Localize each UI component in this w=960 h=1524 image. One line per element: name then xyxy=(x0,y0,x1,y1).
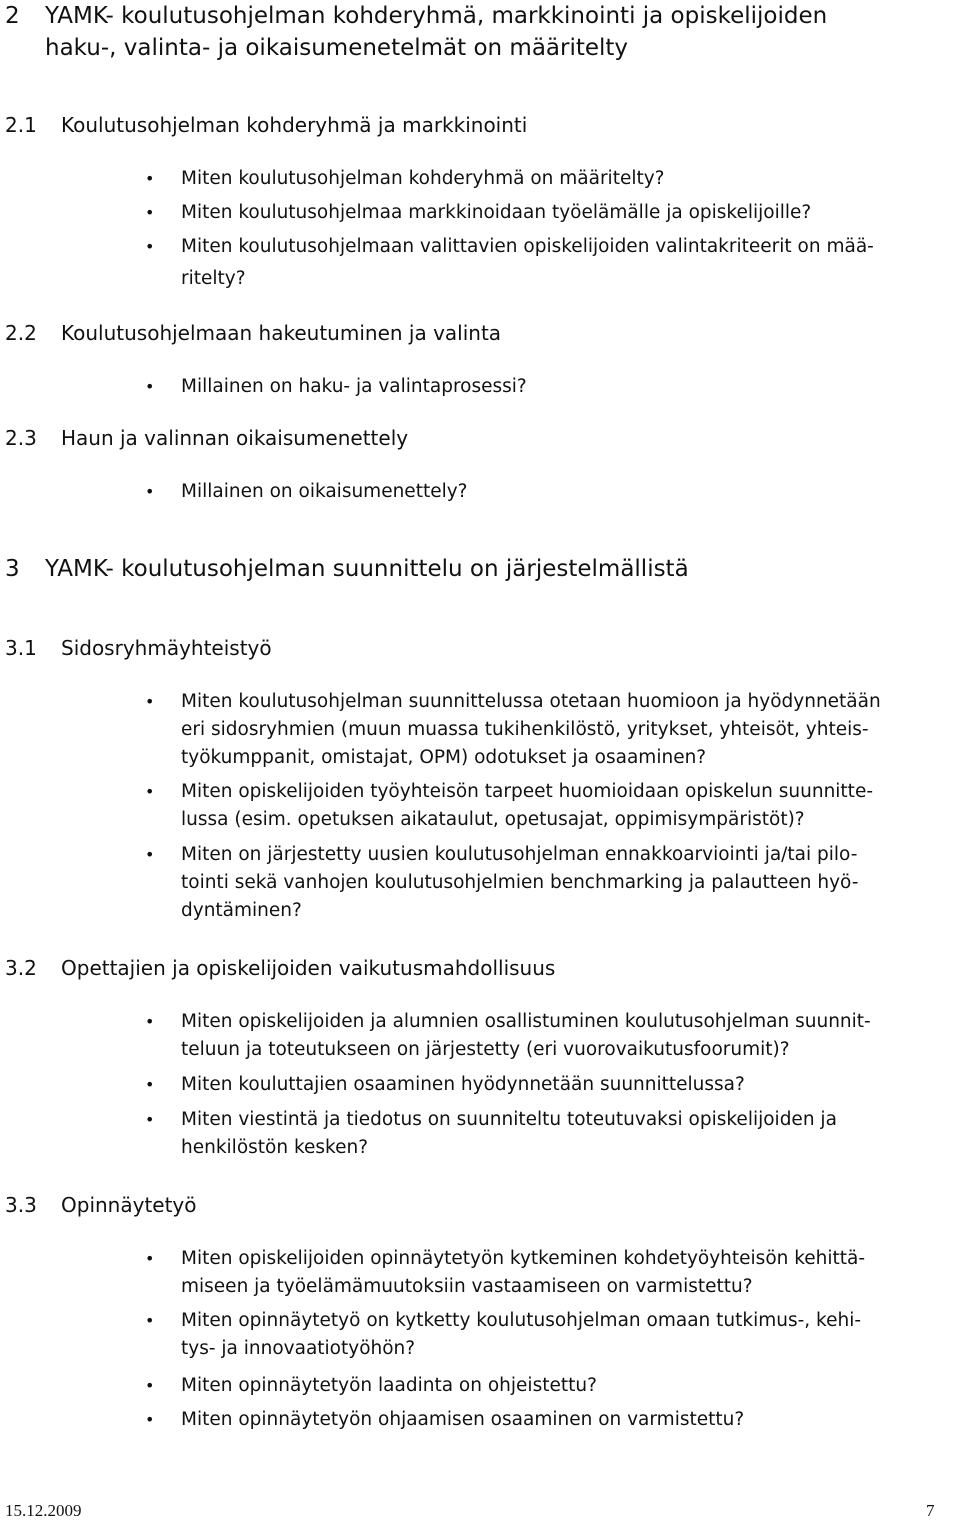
bullet-icon: • xyxy=(145,692,155,711)
heading-3-number: 3 xyxy=(5,556,20,582)
list-item-text: työkumppanit, omistajat, OPM) odotukset ja osaaminen? xyxy=(181,747,707,768)
heading-2-number: 2 xyxy=(5,3,20,29)
heading-3-2-number: 3.2 xyxy=(5,956,37,980)
bullet-icon: • xyxy=(145,1376,155,1395)
list-item-text: henkilöstön kesken? xyxy=(181,1137,369,1158)
heading-2-2-title: Koulutusohjelmaan hakeutuminen ja valinta xyxy=(61,321,502,345)
heading-2-title-line1: YAMK- koulutusohjelman kohderyhmä, markkinointi ja opiskelijoiden xyxy=(45,3,828,29)
bullet-icon: • xyxy=(145,169,155,188)
heading-2-2-number: 2.2 xyxy=(5,321,37,345)
bullet-icon: • xyxy=(145,1110,155,1129)
footer-date: 15.12.2009 xyxy=(5,1501,82,1520)
list-item-text: Miten viestintä ja tiedotus on suunniteltu toteutuvaksi opiskelijoiden ja xyxy=(181,1109,837,1130)
bullet-icon: • xyxy=(145,1410,155,1429)
list-item-text: Miten opinnäytetyön ohjaamisen osaaminen on varmistettu? xyxy=(181,1409,745,1430)
bullet-icon: • xyxy=(145,482,155,501)
bullet-icon: • xyxy=(145,237,155,256)
list-item-text: Miten opinnäytetyö on kytketty koulutusohjelman omaan tutkimus-, kehi- xyxy=(181,1310,862,1331)
heading-3-title: YAMK- koulutusohjelman suunnittelu on järjestelmällistä xyxy=(45,556,689,582)
list-item-text: Miten koulutusohjelmaan valittavien opiskelijoiden valintakriteerit on mää- xyxy=(181,236,874,257)
list-item-text: lussa (esim. opetuksen aikataulut, opetusajat, oppimisympäristöt)? xyxy=(181,809,805,830)
heading-2-1-title: Koulutusohjelman kohderyhmä ja markkinointi xyxy=(61,113,528,137)
bullet-icon: • xyxy=(145,1249,155,1268)
list-item-text: tointi sekä vanhojen koulutusohjelmien benchmarking ja palautteen hyö- xyxy=(181,872,859,893)
bullet-icon: • xyxy=(145,1012,155,1031)
list-item-text: Millainen on haku- ja valintaprosessi? xyxy=(181,376,527,397)
list-item-text: Miten koulutusohjelman kohderyhmä on määritelty? xyxy=(181,168,665,189)
bullet-icon: • xyxy=(145,782,155,801)
list-item-text: tys- ja innovaatiotyöhön? xyxy=(181,1338,416,1359)
heading-2-1-number: 2.1 xyxy=(5,113,37,137)
heading-3 xyxy=(5,553,955,585)
list-item-text: Miten koulutusohjelman suunnittelussa otetaan huomioon ja hyödynnetään xyxy=(181,691,881,712)
list-item-text: miseen ja työelämämuutoksiin vastaamiseen on varmistettu? xyxy=(181,1276,753,1297)
heading-2-3-title: Haun ja valinnan oikaisumenettely xyxy=(61,426,409,450)
list-item-text: Miten opiskelijoiden työyhteisön tarpeet huomioidaan opiskelun suunnitte- xyxy=(181,781,873,802)
list-item-text: Miten opiskelijoiden opinnäytetyön kytkeminen kohdetyöyhteisön kehittä- xyxy=(181,1248,866,1269)
list-item-text: Miten koulutusohjelmaa markkinoidaan työelämälle ja opiskelijoille? xyxy=(181,202,812,223)
list-item-text: Miten opiskelijoiden ja alumnien osallistuminen koulutusohjelman suunnit- xyxy=(181,1011,871,1032)
heading-3-3-number: 3.3 xyxy=(5,1193,37,1217)
list-item-text: teluun ja toteutukseen on järjestetty (eri vuorovaikutusfoorumit)? xyxy=(181,1039,790,1060)
heading-3-1-number: 3.1 xyxy=(5,636,37,660)
heading-2-3-number: 2.3 xyxy=(5,426,37,450)
heading-3-1-title: Sidosryhmäyhteistyö xyxy=(61,636,272,660)
page-number: 7 xyxy=(926,1501,935,1520)
list-item-text: Millainen on oikaisumenettely? xyxy=(181,481,468,502)
list-item-text: ritelty? xyxy=(181,268,246,289)
list-item-text: Miten on järjestetty uusien koulutusohjelman ennakkoarviointi ja/tai pilo- xyxy=(181,844,858,865)
heading-2-title-line2: haku-, valinta- ja oikaisumenetelmät on määritelty xyxy=(45,35,629,61)
bullet-icon: • xyxy=(145,203,155,222)
heading-3-2-title: Opettajien ja opiskelijoiden vaikutusmahdollisuus xyxy=(61,956,556,980)
list-item-text: dyntäminen? xyxy=(181,900,302,921)
list-item-text: eri sidosryhmien (muun muassa tukihenkilöstö, yritykset, yhteisöt, yhteis- xyxy=(181,719,869,740)
bullet-icon: • xyxy=(145,1311,155,1330)
heading-3-3-title: Opinnäytetyö xyxy=(61,1193,197,1217)
list-item-text: Miten opinnäytetyön laadinta on ohjeistettu? xyxy=(181,1375,597,1396)
bullet-icon: • xyxy=(145,1075,155,1094)
bullet-icon: • xyxy=(145,845,155,864)
bullet-icon: • xyxy=(145,377,155,396)
heading-2 xyxy=(5,0,955,64)
list-item-text: Miten kouluttajien osaaminen hyödynnetään suunnittelussa? xyxy=(181,1074,745,1095)
